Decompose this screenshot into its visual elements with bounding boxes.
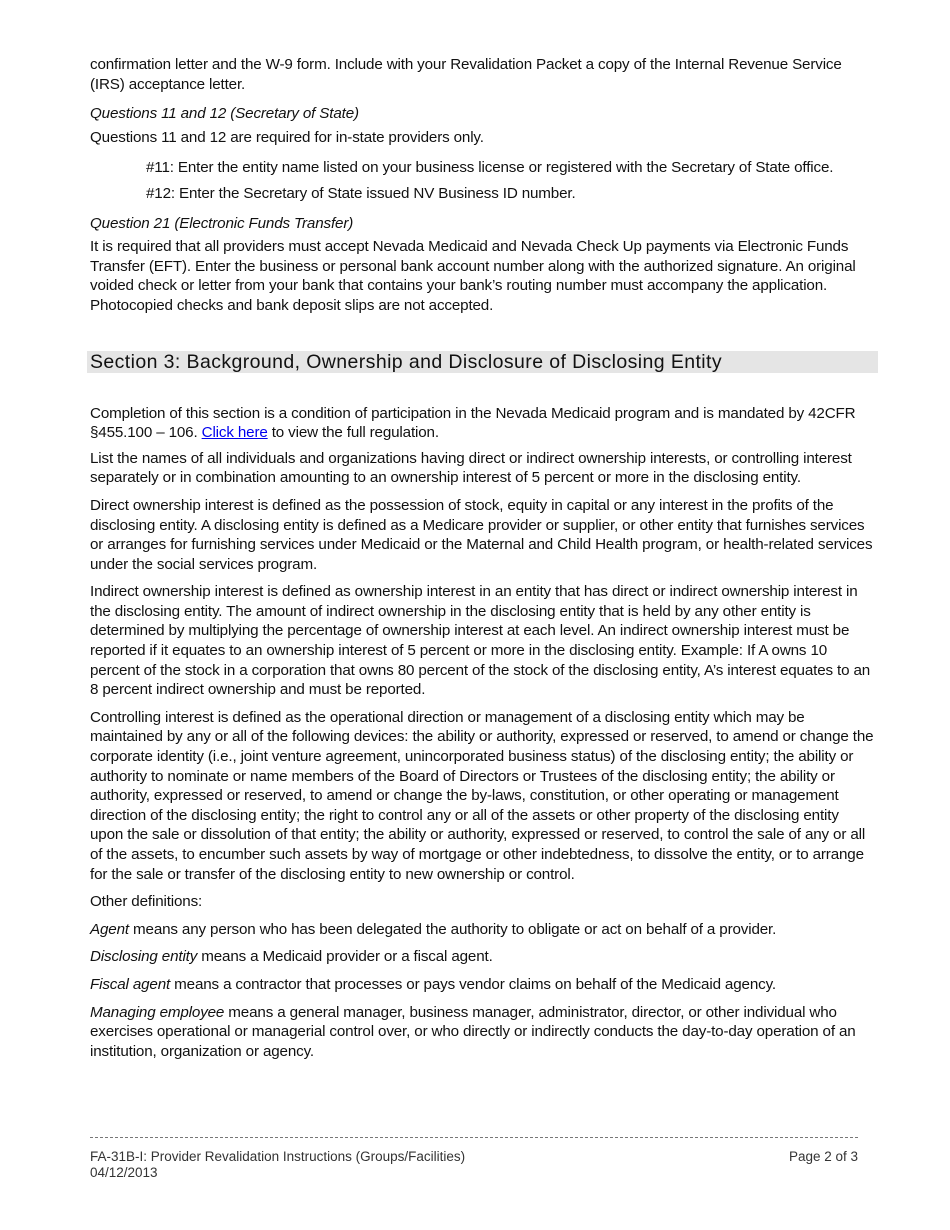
controlling-interest-text: Controlling interest is defined as the operational direction or management of a disclosing entity which may be maintained by any or all of the following devices: the ability or authority, expressed or reserved, to amend or change the corporate identity (i.e., joint venture agreement, unincorporated business status) of the disclosing entity; the ability or authority to nominate or name members of the Board of Directors or Trustees of the disclosing entity; the ability or authority, expressed or reserved, to amend or change the by-laws, constitution, or other operating or management direction of the disclosing entity; the right to control any or all of the assets or other property of the disclosing entity upon the sale or dissolution of that entity; the ability or authority, expressed or reserved, to control the sale of any or all of the assets, to encumber such assets by way of mortgage or other indebtedness, to dissolve the entity, or to arrange for the sale or transfer of the disclosing entity to new ownership or control.	[90, 708, 874, 883]
q11-12-heading: Questions 11 and 12 (Secretary of State)	[90, 105, 359, 123]
footer-form-title: FA-31B-I: Provider Revalidation Instructions (Groups/Facilities)	[90, 1149, 466, 1164]
definition-term: Managing employee	[90, 1003, 225, 1021]
intro-continuation: confirmation letter and the W-9 form. Include with your Revalidation Packet a copy of the Internal Revenue Service (IRS) acceptance letter.	[90, 56, 842, 93]
page-footer	[90, 1137, 858, 1181]
completion-statement: Completion of this section is a condition of participation in the Nevada Medicaid program and is mandated by 42CFR §455.100 – 106.	[90, 404, 856, 442]
click-here-link[interactable]: Click here	[201, 424, 268, 442]
document-body	[90, 55, 875, 1061]
definition-term: Agent	[90, 920, 129, 938]
definition-disclosing-entity	[90, 947, 875, 967]
direct-ownership-text: Direct ownership interest is defined as the possession of stock, equity in capital or any interest in the profits of the disclosing entity. A disclosing entity is defined as a Medicare provider or supplier, or other entity that furnishes services or arranges for furnishing services under Medicaid or the Maternal and Child Health program, or health-related services under the social services program.	[90, 496, 873, 573]
definition-text: means a contractor that processes or pays vendor claims on behalf of the Medicaid agency.	[170, 975, 776, 993]
indirect-ownership-text: Indirect ownership interest is defined as ownership interest in an entity that has direct or indirect ownership interest in the disclosing entity. The amount of indirect ownership in the disclosing entity that is held by any other entity is determined by multiplying the percentage of ownership interest at each level. An indirect ownership interest must be reported if it equates to an ownership interest of 5 percent or more in the disclosing entity. Example: If A owns 10 percent of the stock in a corporation that owns 80 percent of the stock of the disclosing entity, A’s interest equates to an 8 percent indirect ownership and must be reported.	[90, 583, 871, 699]
definition-text: means any person who has been delegated the authority to obligate or act on behalf of a provider.	[128, 920, 777, 938]
definition-managing-employee	[90, 1003, 875, 1062]
completion-link-suffix: to view the full regulation.	[267, 424, 439, 442]
footer-divider	[90, 1137, 858, 1138]
q11-item: #11: Enter the entity name listed on your business license or registered with the Secretary of State office.	[146, 159, 834, 177]
footer-page-number: Page 2 of 3	[788, 1149, 858, 1164]
definition-term: Disclosing entity	[90, 948, 198, 966]
definition-text: means a Medicaid provider or a fiscal agent.	[197, 948, 493, 966]
q12-item: #12: Enter the Secretary of State issued NV Business ID number.	[146, 184, 576, 202]
other-definitions-label: Other definitions:	[90, 893, 203, 911]
list-names-text: List the names of all individuals and organizations having direct or indirect ownership interests, or controlling interest separately or in combination amounting to an ownership interest of 5 percent or more in the disclosing entity.	[90, 449, 852, 487]
completion-text	[90, 404, 875, 443]
footer-date: 04/12/2013	[90, 1165, 158, 1180]
section-3-heading: Section 3: Background, Ownership and Disclosure of Disclosing Entity	[87, 351, 878, 373]
definition-text: means a general manager, business manager, administrator, director, or other individual who exercises operational or managerial control over, or who directly or indirectly conducts the day-to-day operation of an institution, organization or agency.	[90, 1003, 856, 1060]
definition-agent	[90, 920, 875, 940]
q21-heading: Question 21 (Electronic Funds Transfer)	[90, 214, 354, 232]
q21-text: It is required that all providers must accept Nevada Medicaid and Nevada Check Up payments via Electronic Funds Transfer (EFT). Enter the business or personal bank account number along with the authorized signature. An original voided check or letter from your bank that contains your bank’s routing number must accompany the application. Photocopied checks and bank deposit slips are not accepted.	[90, 238, 856, 314]
q11-12-text: Questions 11 and 12 are required for in-state providers only.	[90, 128, 484, 146]
definition-fiscal-agent	[90, 975, 875, 995]
definition-term: Fiscal agent	[90, 975, 171, 993]
